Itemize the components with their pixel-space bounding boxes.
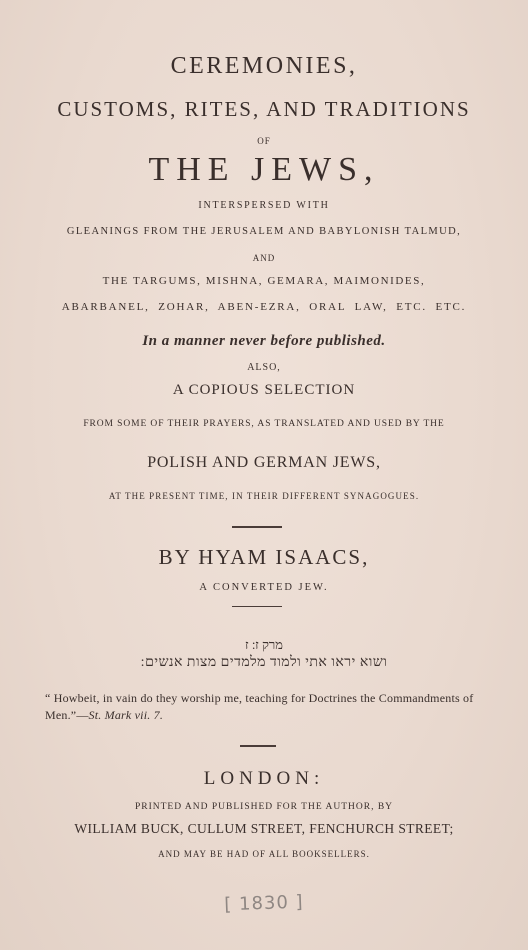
divider-rule bbox=[232, 526, 282, 528]
prayers-line: FROM SOME OF THEIR PRAYERS, AS TRANSLATED AND USED BY THE bbox=[83, 419, 445, 429]
author-description: A CONVERTED JEW. bbox=[199, 582, 329, 593]
imprint-printed-line: PRINTED AND PUBLISHED FOR THE AUTHOR, BY bbox=[134, 802, 394, 812]
present-time-line: AT THE PRESENT TIME, IN THEIR DIFFERENT SYNAGOGUES. bbox=[108, 491, 420, 501]
book-title: CEREMONIES, bbox=[170, 53, 358, 79]
also-line: ALSO, bbox=[247, 362, 281, 373]
pencil-annotation: [ 1830 ] bbox=[224, 891, 304, 916]
book-subtitle: CUSTOMS, RITES, AND TRADITIONS bbox=[57, 97, 471, 121]
sources-line-1: THE TARGUMS, MISHNA, GEMARA, MAIMONIDES, bbox=[102, 275, 426, 287]
imprint-printer: WILLIAM BUCK, CULLUM STREET, FENCHURCH STREET; bbox=[74, 821, 454, 836]
hebrew-epigraph: ושוא יראו אתי ולמוד מלמדים מצות אנשים ׃ bbox=[140, 655, 388, 670]
main-subject: THE JEWS, bbox=[148, 151, 380, 188]
interspersed-with: INTERSPERSED WITH bbox=[198, 200, 330, 211]
connector-of: OF bbox=[257, 136, 271, 146]
gleanings-line: GLEANINGS FROM THE JERUSALEM AND BABYLONISH TALMUD, bbox=[66, 226, 462, 237]
imprint-sellers: AND MAY BE HAD OF ALL BOOKSELLERS. bbox=[158, 849, 370, 859]
polish-german-line: POLISH AND GERMAN JEWS, bbox=[147, 454, 381, 471]
sources-line-2: ABARBANEL, ZOHAR, ABEN-EZRA, ORAL LAW, ETC. ETC. bbox=[61, 301, 467, 313]
epigraph-text: “ Howbeit, in vain do they worship me, teaching for Doctrines the Commandments of Men.”— bbox=[45, 691, 474, 722]
imprint-city: LONDON: bbox=[203, 768, 325, 789]
author-name: BY HYAM ISAACS, bbox=[158, 545, 370, 569]
hebrew-reference: מרק ז ׃ ז bbox=[244, 637, 284, 652]
copious-selection: A COPIOUS SELECTION bbox=[172, 382, 356, 398]
connector-and: AND bbox=[252, 253, 276, 263]
never-published-line: In a manner never before published. bbox=[142, 333, 386, 349]
divider-rule bbox=[232, 606, 282, 607]
divider-rule bbox=[240, 745, 276, 747]
english-epigraph bbox=[45, 690, 485, 724]
epigraph-citation: St. Mark vii. 7. bbox=[88, 708, 164, 722]
